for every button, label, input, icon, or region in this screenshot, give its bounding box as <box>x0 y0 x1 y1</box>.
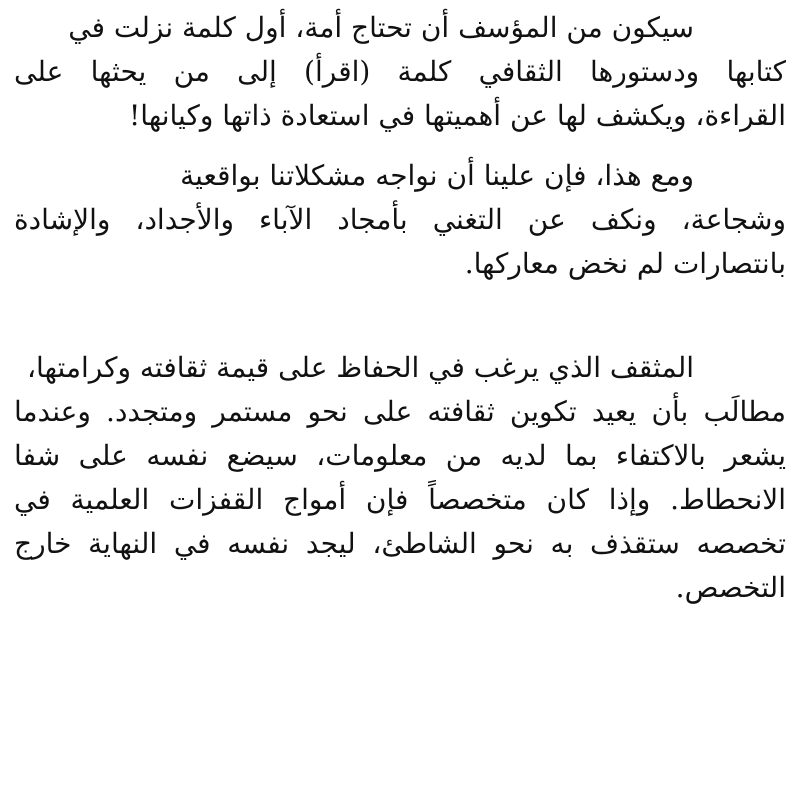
text-line: ومع هذا، فإن علينا أن نواجه مشكلاتنا بواقعية <box>180 159 694 192</box>
text-line: يشعر بالاكتفاء بما لديه من معلومات، سيضع نفسه على شفا <box>14 439 786 472</box>
text-line: المثقف الذي يرغب في الحفاظ على قيمة ثقافته وكرامتها، <box>27 351 694 384</box>
paragraph-3 <box>14 346 786 610</box>
text-line: القراءة، ويكشف لها عن أهميتها في استعادة ذاتها وكيانها! <box>129 99 786 132</box>
text-line: بانتصارات لم نخض معاركها. <box>464 247 786 280</box>
document-page <box>14 6 786 794</box>
text-line: وشجاعة، ونكف عن التغني بأمجاد الآباء والأجداد، والإشادة <box>14 203 786 236</box>
text-line: سيكون من المؤسف أن تحتاج أمة، أول كلمة نزلت في <box>68 11 694 44</box>
paragraph-1 <box>14 6 786 138</box>
text-line: الانحطاط. وإذا كان متخصصاً فإن أمواج القفزات العلمية في <box>14 483 786 516</box>
text-line: تخصصه ستقذف به نحو الشاطئ، ليجد نفسه في النهاية خارج <box>14 527 786 560</box>
text-line: التخصص. <box>675 571 786 604</box>
text-line: كتابها ودستورها الثقافي كلمة (اقرأ) إلى من يحثها على <box>14 55 786 88</box>
text-line: مطالَب بأن يعيد تكوين ثقافته على نحو مستمر ومتجدد. وعندما <box>14 395 786 428</box>
paragraph-2 <box>14 154 786 286</box>
